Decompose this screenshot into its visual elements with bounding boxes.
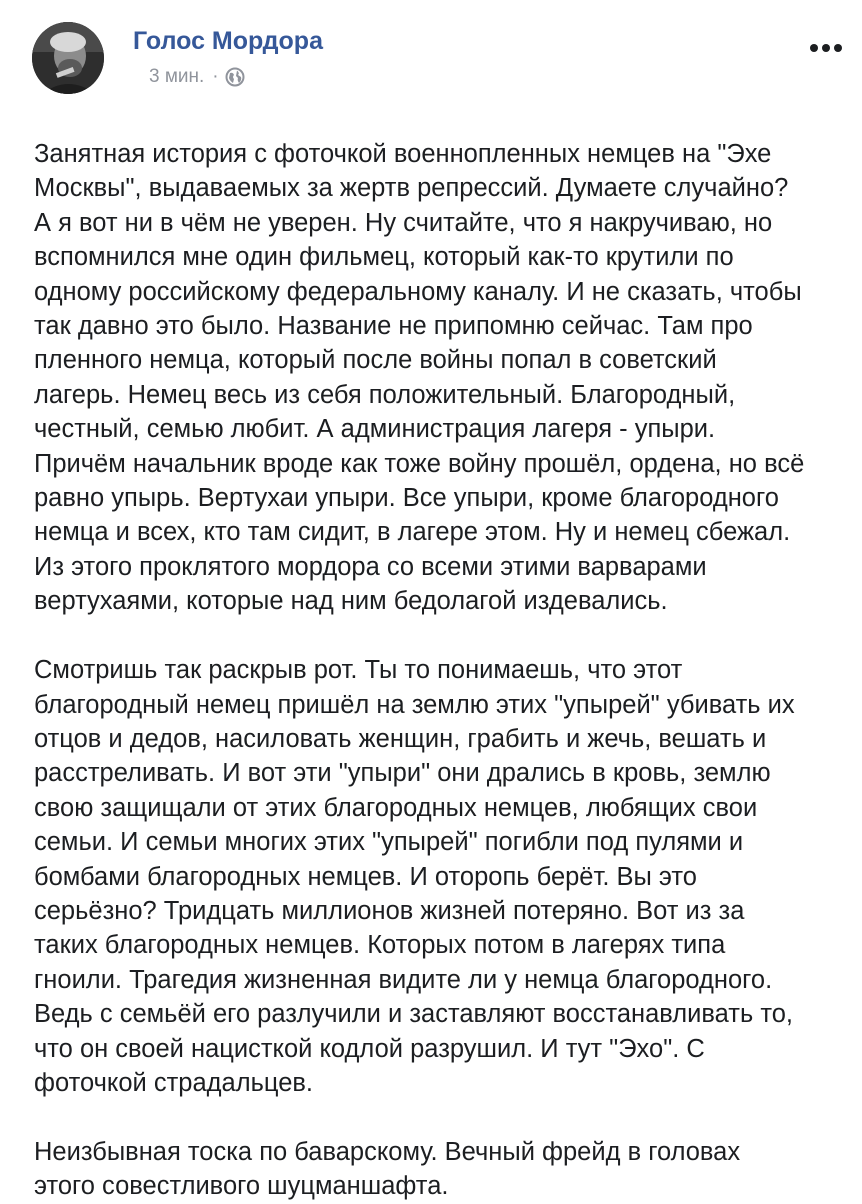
text-line: благородный немец пришёл на землю этих "упырей" убивать их — [34, 690, 795, 719]
avatar-photo-icon — [32, 22, 104, 94]
post-meta — [149, 66, 245, 88]
text-line: свою защищали от этих благородных немцев, любящих свои — [34, 793, 758, 822]
text-line: расстреливать. И вот эти "упыри" они дрались в кровь, землю — [34, 759, 771, 788]
text-line: честный, семью любит. А администрация лагеря - упыри. — [34, 415, 716, 444]
text-line: этого совестливого шуцманшафта. — [34, 1172, 449, 1201]
text-line: Смотришь так раскрыв рот. Ты то понимаешь, что этот — [34, 656, 683, 685]
post-header — [0, 0, 862, 120]
paragraph — [34, 653, 834, 1100]
text-line: Занятная история с фоточкой военнопленных немцев на "Эхе — [34, 140, 772, 168]
more-options-button[interactable] — [806, 34, 846, 58]
text-line: Москвы", выдаваемых за жертв репрессий. Думаете случайно? — [34, 174, 789, 203]
author-name[interactable]: Голос Мордора — [133, 27, 323, 55]
timestamp[interactable]: 3 мин. — [149, 66, 205, 87]
text-line: вспомнился мне один фильмец, который как-то крутили по — [34, 243, 734, 272]
text-line: Из этого проклятого мордора со всеми этими варварами — [34, 552, 707, 581]
text-line: так давно это было. Название не припомню сейчас. Там про — [34, 312, 753, 341]
text-line: лагерь. Немец весь из себя положительный. Благородный, — [34, 380, 736, 409]
text-line: что он своей нацисткой кодлой разрушил. И тут "Эхо". С — [34, 1034, 705, 1063]
text-line: одному российскому федеральному каналу. И не сказать, чтобы — [34, 277, 802, 306]
paragraph — [34, 1135, 834, 1204]
text-line: фоточкой страдальцев. — [34, 1069, 314, 1098]
meta-separator: · — [212, 66, 219, 87]
text-line: равно упырь. Вертухаи упыри. Все упыри, кроме благородного — [34, 484, 779, 513]
text-line: семьи. И семьи многих этих "упырей" погибли под пулями и — [34, 828, 744, 857]
text-line: гноили. Трагедия жизненная видите ли у немца благородного. — [34, 965, 773, 994]
text-line: вертухаями, которые над ним бедолагой издевались. — [34, 587, 668, 616]
text-line: отцов и дедов, насиловать женщин, грабить и жечь, вешать и — [34, 725, 767, 753]
text-line: А я вот ни в чём не уверен. Ну считайте, что я накручиваю, но — [34, 208, 773, 237]
globe-icon[interactable] — [225, 67, 245, 87]
text-line: таких благородных немцев. Которых потом в лагерях типа — [34, 931, 726, 960]
text-line: немца и всех, кто там сидит, в лагере этом. Ну и немец сбежал. — [34, 518, 791, 547]
more-options-icon — [806, 34, 846, 58]
text-line: Ведь с семьёй его разлучили и заставляют восстанавливать то, — [34, 1000, 793, 1029]
post-text — [34, 137, 834, 1204]
text-line: бомбами благородных немцев. И оторопь берёт. Вы это — [34, 862, 697, 891]
avatar[interactable] — [32, 22, 104, 94]
paragraph — [34, 137, 834, 619]
text-line: Причём начальник вроде как тоже войну прошёл, ордена, но всё — [34, 449, 805, 478]
text-line: пленного немца, который после войны попал в советский — [34, 346, 717, 375]
text-line: Неизбывная тоска по баварскому. Вечный фрейд в головах — [34, 1137, 741, 1166]
text-line: серьёзно? Тридцать миллионов жизней потеряно. Вот из за — [34, 897, 745, 926]
